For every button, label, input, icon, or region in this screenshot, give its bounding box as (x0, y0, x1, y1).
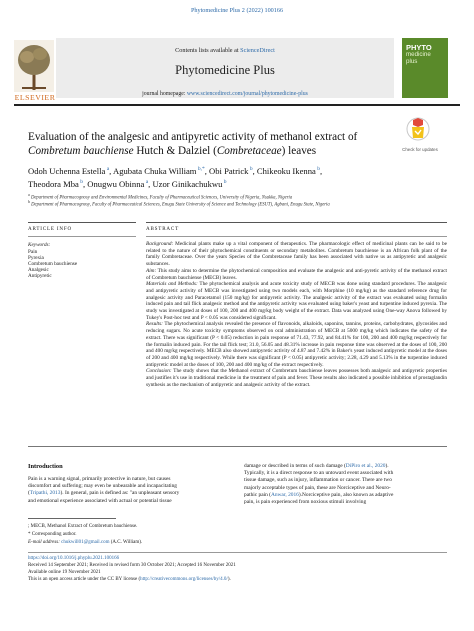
contents-prefix: Contents lists available at (175, 47, 241, 54)
abstract-body (146, 241, 447, 388)
email-label: E-mail address: (28, 540, 62, 545)
abstract-background-text: Medicinal plants make up a vital component of therapeutics. The pharmacologic effect of medicinal plants can be said to be related to the nature of their phytochemical constituents or secondary metabolites. Combretum bauchiense is an African folk plant of the family Combretaceae. Over the years Species of the Combretaceae family has been associated with native us as antipyretic and analgesic substances. (146, 241, 447, 268)
article-title (28, 130, 398, 158)
homepage-prefix: journal homepage: (142, 91, 187, 97)
intro-right-column (244, 463, 449, 506)
keyword-item: Antipyretic (28, 273, 52, 280)
email-footnote (28, 540, 142, 545)
author-affiliation-marker[interactable]: a (144, 179, 149, 186)
author-affiliation-marker[interactable]: b (78, 179, 83, 186)
doi-link[interactable] (28, 556, 119, 561)
abstract-methods (146, 281, 447, 321)
title-family-name: Combretaceae (216, 145, 282, 157)
abstract-rule (146, 222, 447, 223)
abstract-end-rule (28, 446, 447, 447)
keyword-item: Combretum bauchiense (28, 261, 78, 268)
abstract-background (146, 241, 447, 268)
license-note (28, 577, 231, 582)
footnote-rule (28, 518, 116, 519)
sciencedirect-link[interactable]: ScienceDirect (240, 47, 275, 54)
abstract-subrule (146, 236, 447, 237)
check-for-updates-icon[interactable] (404, 116, 432, 146)
abstract-background-head: Background: (146, 241, 174, 247)
author-name[interactable]: Chikeoku Ikenna (256, 165, 316, 176)
abstract-conclusion-text: The study shows that the Methanol extract of Combretum bauchiense leaves possesses both analgesic and antipyretic properties and justifies it's use in traditional medicine in the treatment of pain and fever. These results also indicated a possible inhibition of prostaglandin synthesis as the mechanism of antipyretic and analgesic activity of the extract. (146, 368, 447, 388)
homepage-link[interactable]: www.sciencedirect.com/journal/phytomedicine-plus (186, 91, 308, 97)
affiliation-b (28, 199, 448, 208)
text-line: and emotional experience associated with actual or potential tissue (28, 497, 172, 504)
text-line: pathic pain (Anwar, 2016).Norciceptive pain, also known as adaptive (244, 491, 394, 498)
abstract-aim (146, 268, 447, 281)
cover-title-medicine: medicine (406, 51, 431, 58)
article-info-rule (28, 222, 136, 223)
journal-name: Phytomedicine Plus (175, 63, 275, 77)
keyword-item: Pyrexia (28, 255, 44, 262)
text-line: (Tripathi, 2013). In general, pain is defined as: "an unpleasant sensory (28, 490, 180, 497)
intro-left-column (28, 476, 233, 505)
text-line: pain, is pain experienced from noxious stimuli involving (244, 499, 367, 506)
text-line: majorly acceptable types of pain, these are Norciceptive and Neuro- (244, 484, 391, 491)
author-name[interactable]: Onugwu Obinna (87, 178, 145, 189)
journal-citation[interactable]: Phytomedicine Plus 2 (2022) 100166 (190, 7, 284, 14)
author-affiliation-marker[interactable]: b (222, 179, 227, 186)
author-name[interactable]: Uzor Ginikachukwu (152, 178, 223, 189)
abstract-results (146, 321, 447, 368)
citation-link[interactable]: Tripathi, 2013 (29, 490, 61, 497)
abstract-aim-head: Aim: (146, 267, 157, 274)
author-name[interactable]: Theodora Mba (28, 178, 79, 189)
abstract-methods-text: The phytochemical analysis and acute toxicity study of MECB was done using standard procedures. The analgesic and antipyretic activity of MECB was investigated using two models each, with Morphine (10 mg/kg) as the standard reference drug for analgesic activity and Paracetamol (150 mg/kg) for antipyretic activity. The analgesic activity of the extract was evaluated using formalin induced pain and tail flick analgesic method and the antipyretic activity was evaluated using baker's yeast and turpentine induced pyrexia. The study was investigated at doses of 100, 200 and 400 mg/kg body weight of the extract. Data was analyzed using One-way Anova followed by Tukey's Post-hoc test and P < 0.05 was considered significant. (146, 281, 447, 321)
text-line: tissue damage, such as injury, inflammation or cancer. There are two (244, 477, 392, 484)
citation-link[interactable]: Anwar, 2016 (270, 491, 299, 498)
author-name[interactable]: Obi Patrick (209, 165, 249, 176)
title-text-3: ) leaves (281, 145, 317, 157)
abstract-results-head: Results: (146, 321, 163, 328)
check-for-updates-label[interactable]: Check for updates (402, 147, 438, 152)
doi-url[interactable]: https://doi.org/10.1016/j.phyplu.2021.100166 (28, 556, 120, 561)
footer-rule (28, 552, 447, 553)
title-species-name: Combretum bauchiense (28, 145, 134, 157)
author-line-2: Theodora Mba $^b$, Onugwu Obinna $^a$, Uzor Ginikachukwu $^b$ (28, 178, 227, 189)
abstract-label: ABSTRACT (146, 226, 180, 232)
author-name[interactable]: Agubata Chuka William (112, 165, 197, 176)
author-affiliation-marker[interactable]: b (248, 166, 253, 172)
corresponding-author-note: * Corresponding author. (28, 532, 77, 537)
journal-homepage (56, 91, 394, 97)
keywords-heading: Keywords: (28, 242, 51, 248)
elsevier-wordmark: ELSEVIER (14, 93, 56, 102)
license-link[interactable]: http://creativecommons.org/licenses/by/4.0/ (140, 577, 228, 582)
keyword-item: Analgesic (28, 267, 49, 274)
affiliation-b-marker: b (28, 199, 30, 204)
elsevier-tree-logo-icon (14, 40, 54, 92)
author-affiliation-marker[interactable]: b,* (196, 166, 205, 172)
cover-title-plus: plus (406, 58, 418, 65)
text-line: Typically, it is a direct response to an untoward event associated with (244, 470, 394, 477)
abstract-conclusion-head: Conclusion: (146, 368, 172, 375)
abstract-results-text: The phytochemical analysis revealed the presence of flavonoids, alkaloids, saponins, tannins, proteins, carbohydrates, glycosides and reducing sugars. No acute toxicity symptoms observed on oral administration of MECB at 5000 mg/kg which indicates the safety of the extract. There was significant (P < 0.05) reduction in pain response of 71.43, 77.92, and 84.41% for 100, 200 and 400 mg/kg respectively for the formalin induced pain. For the tail flick test; 31.0, 56.05 and 48.31% increase in pain response time was observed at the doses of 100, 200 and 400 mg/kg respectively. MECB also showed antipyretic activity of 4.87 and 7.42% in Baker's yeast induced antipyretic model at the doses of 200 and 400 mg/kg respectively. While there was significant (P < 0.05) antipyretic activity; 2.28, 4.29 and 5.13% in the turpentine induced antipyretic model at the doses of 100, 200 and 400 mg/kg of the extract respectively. (146, 321, 447, 368)
received-dates: Received 14 September 2021; Received in revised form 30 October 2021; Accepted 16 November 2021 (28, 563, 236, 568)
title-text-2: Hutch & Dalziel ( (133, 145, 217, 157)
author-name[interactable]: Odoh Uchenna Estella (28, 165, 106, 176)
citation-link[interactable]: DiPiro et al., 2020 (345, 463, 386, 469)
keywords-list (28, 249, 77, 279)
affiliation-b-text: Department of Pharmacognosy, Faculty of Pharmaceutical Sciences, Enugu State University of Science and Technology (ESUT), Agbani, Enugu State, Nigeria (31, 202, 330, 208)
license-suffix: ). (227, 577, 231, 582)
abstract-aim-text: This study aims to determine the phytochemical composition and evaluate the analgesic and anti-pyretic activity of the methanol extract of Combretum bauchiense (MECB) leaves. (146, 267, 447, 281)
author-line-1: Odoh Uchenna Estella $^a$, Agubata Chuka William $^{b,*}$, Obi Patrick $^b$, Chikeoku Ikenna $^b$, (28, 165, 323, 176)
contents-line (56, 47, 394, 54)
cover-title-phyto: PHYTO (406, 43, 432, 52)
affiliation-a-marker: a (28, 192, 30, 197)
keyword-item: Pain (28, 249, 38, 255)
email-suffix: (A.C. William). (109, 540, 143, 545)
author-affiliation-marker[interactable]: b (315, 166, 320, 172)
affiliation-a-text: Department of Pharmacognosy and Environmental Medicines, Faculty of Pharmaceutical Sciences, University of Nigeria, Nsukka, Nigeria (30, 195, 293, 201)
title-text-1: Evaluation of the analgesic and antipyretic activity of methanol extract of (28, 131, 358, 143)
abstract-conclusion (146, 368, 447, 388)
article-info-label: ARTICLE INFO (28, 226, 72, 232)
author-affiliation-marker[interactable]: a (105, 166, 110, 172)
article-info-subrule (28, 236, 136, 237)
author-list (28, 164, 428, 190)
header-divider (14, 104, 460, 106)
introduction-heading: Introduction (28, 463, 63, 470)
text-line: damage or described in terms of such damage (DiPiro et al., 2020). (244, 463, 389, 469)
available-online: Available online 19 November 2021 (28, 570, 101, 575)
license-prefix: This is an open access article under the CC BY license ( (28, 577, 141, 582)
text-line: Pain is a warning signal, primarily protective in nature, but causes (28, 476, 171, 482)
abstract-methods-head: Materials and Methods: (146, 281, 198, 288)
text-line: discomfort and suffering; may even be unbearable and incapacitating (28, 483, 177, 490)
abbreviation-footnote: ; MECB, Methanol Extract of Combretum bauchiense. (28, 524, 138, 529)
email-link[interactable]: chukwill01@gmail.com (61, 540, 110, 545)
